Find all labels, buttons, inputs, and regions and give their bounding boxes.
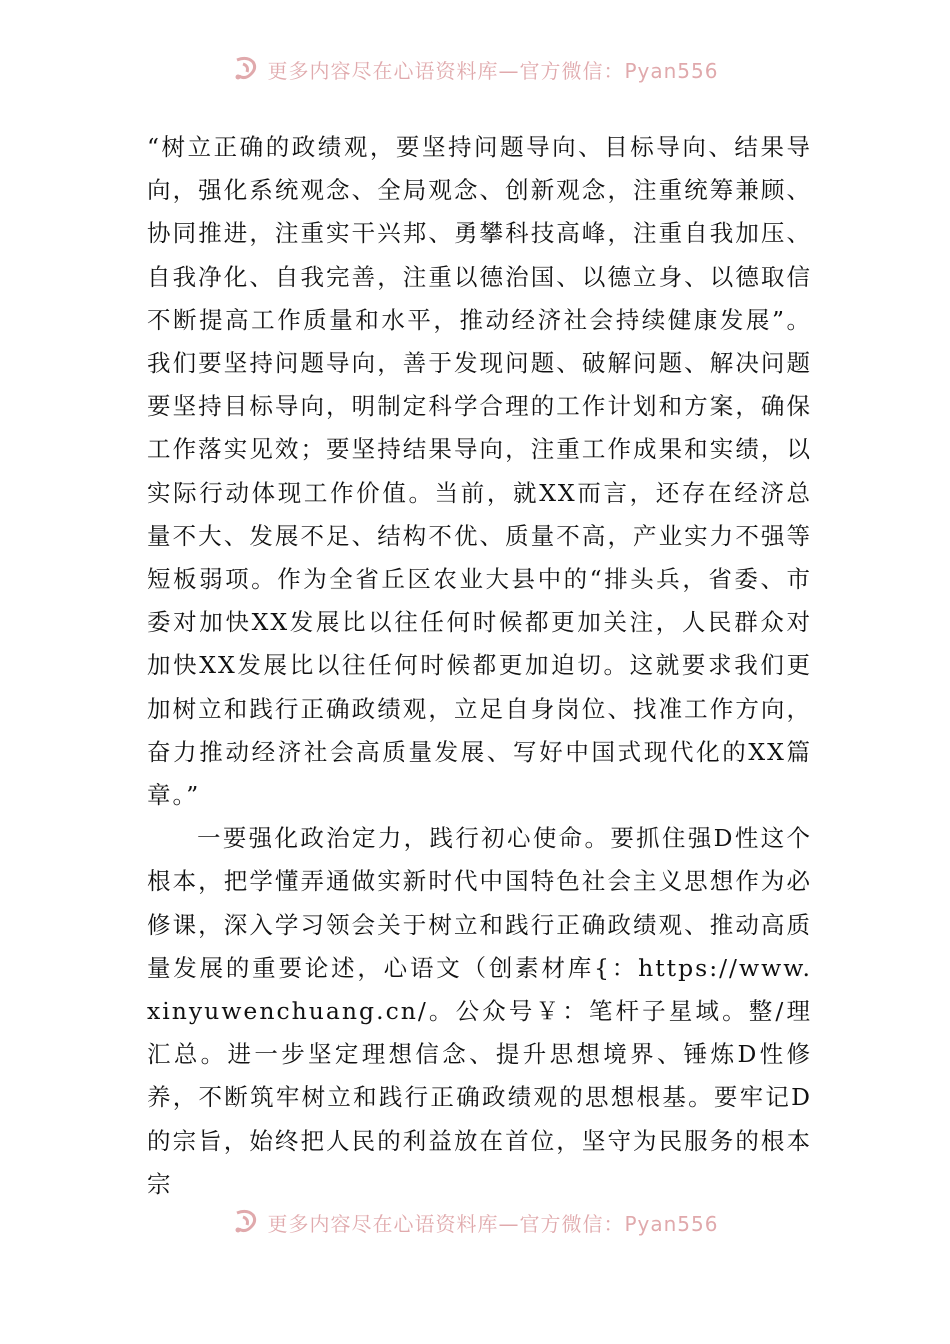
paragraph-point-one: 一要强化政治定力，践行初心使命。要抓住强D性这个根本，把学懂弄通做实新时代中国特色社会主义思想作为必修课，深入学习领会关于树立和践行正确政绩观、推动高质量发展的重要论述，心语文（创素材库{：https://www.xinyuwenchuang.cn/。公众号￥：笔杆子星域。整/理汇总。进一步坚定理想信念、提升思想境界、锤炼D性修养，不断筑牢树立和践行正确政绩观的思想根基。要牢记D的宗旨，始终把人民的利益放在首位，坚守为民服务的根本宗 — [147, 824, 812, 1198]
footer-watermark-text: 更多内容尽在心语资料库—官方微信：Pyan556 — [267, 1211, 719, 1236]
header-watermark-text: 更多内容尽在心语资料库—官方微信：Pyan556 — [267, 58, 719, 83]
header-watermark-banner — [0, 52, 950, 86]
document-body — [147, 126, 812, 1206]
brand-logo-icon — [231, 54, 261, 84]
paragraph-quote: “树立正确的政绩观，要坚持问题导向、目标导向、结果导向，强化系统观念、全局观念、创新观念，注重统筹兼顾、协同推进，注重实干兴邦、勇攀科技高峰，注重自我加压、自我净化、自我完善，注重以德治国、以德立身、以德取信不断提高工作质量和水平，推动经济社会持续健康发展”。我们要坚持问题导向，善于发现问题、破解问题、解决问题要坚持目标导向，明制定科学合理的工作计划和方案，确保工作落实见效；要坚持结果导向，注重工作成果和实绩，以实际行动体现工作价值。当前，就XX而言，还存在经济总量不大、发展不足、结构不优、质量不高，产业实力不强等短板弱项。作为全省丘区农业大县中的“排头兵，省委、市委对加快XX发展比以往任何时候都更加关注，人民群众对加快XX发展比以往任何时候都更加迫切。这就要求我们更加树立和践行正确政绩观，立足自身岗位、找准工作方向，奋力推动经济社会高质量发展、写好中国式现代化的XX篇章。” — [147, 133, 812, 810]
brand-logo-icon — [231, 1207, 261, 1237]
footer-watermark-banner — [0, 1205, 950, 1239]
